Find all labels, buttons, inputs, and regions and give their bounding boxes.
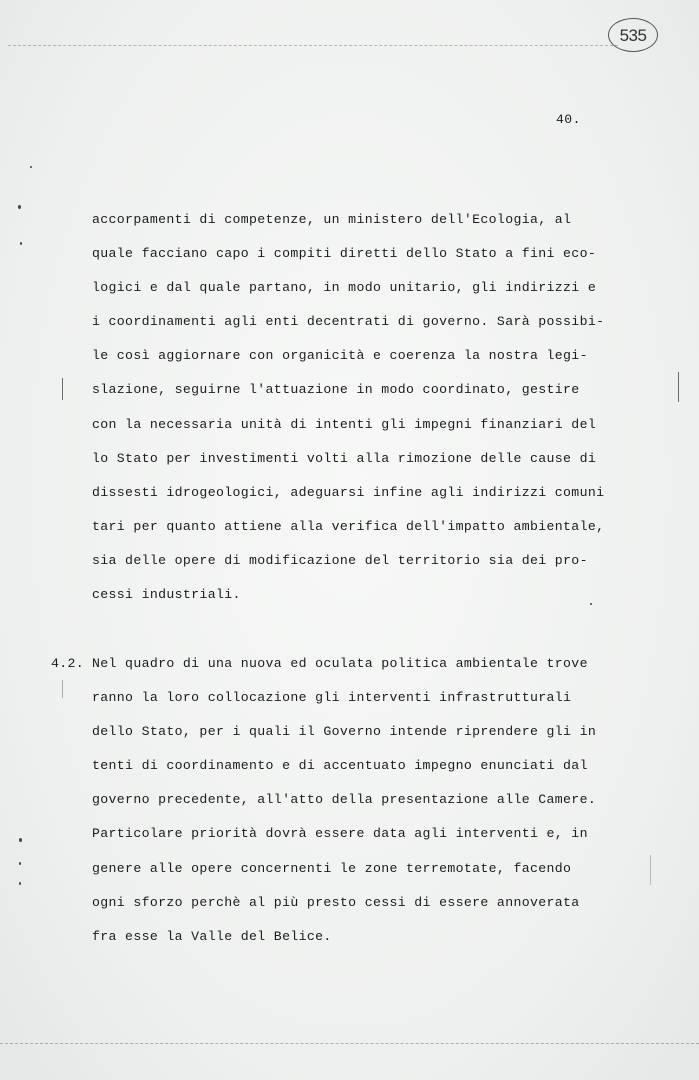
section-paragraph	[92, 654, 652, 961]
text-line: slazione, seguirne l'attuazione in modo coordinato, gestire	[92, 382, 580, 398]
scan-mark	[62, 378, 63, 400]
text-line: fra esse la Valle del Belice.	[92, 928, 332, 944]
text-line: dello Stato, per i quali il Governo intende riprendere gli in	[92, 724, 597, 740]
scan-speck	[590, 603, 592, 605]
text-line: accorpamenti di competenze, un ministero dell'Ecologia, al	[92, 212, 572, 227]
text-line: governo precedente, all'atto della presentazione alle Camere.	[92, 792, 597, 808]
bottom-rule	[0, 1043, 699, 1044]
text-line: Particolare priorità dovrà essere data agli interventi e, in	[92, 826, 588, 842]
text-line: ogni sforzo perchè al più presto cessi di essere annoverata	[92, 894, 580, 910]
scan-mark	[650, 855, 651, 885]
text-line: le così aggiornare con organicità e coerenza la nostra legi-	[92, 348, 588, 364]
scan-speck	[19, 882, 21, 885]
text-line: i coordinamenti agli enti decentrati di governo. Sarà possibi-	[92, 314, 605, 330]
text-line: lo Stato per investimenti volti alla rimozione delle cause di	[92, 450, 597, 466]
scan-speck	[20, 242, 22, 245]
text-line: con la necessaria unità di intenti gli impegni finanziari del	[92, 416, 597, 432]
text-line: dissesti idrogeologici, adeguarsi infine agli indirizzi comuni	[92, 484, 605, 500]
section-number: 4.2.	[51, 656, 85, 671]
scan-speck	[18, 205, 21, 209]
text-line: genere alle opere concernenti le zone terremotate, facendo	[92, 860, 572, 876]
text-line: Nel quadro di una nuova ed oculata politica ambientale trove	[92, 656, 588, 671]
scan-mark	[678, 372, 679, 402]
text-line: quale facciano capo i compiti diretti dello Stato a fini eco-	[92, 246, 597, 262]
scan-speck	[30, 166, 32, 168]
text-line: ranno la loro collocazione gli interventi infrastrutturali	[92, 690, 572, 706]
text-line: cessi industriali.	[92, 587, 241, 603]
top-rule	[8, 45, 618, 46]
text-line: logici e dal quale partano, in modo unitario, gli indirizzi e	[92, 280, 597, 296]
scan-speck	[19, 862, 21, 865]
page-number: 40.	[556, 112, 581, 127]
paragraph-1	[92, 210, 652, 619]
scan-speck	[19, 838, 22, 842]
text-line: tenti di coordinamento e di accentuato impegno enunciati dal	[92, 758, 588, 774]
archive-stamp: 535	[608, 18, 658, 52]
text-line: tari per quanto attiene alla verifica dell'impatto ambientale,	[92, 518, 605, 534]
text-line: sia delle opere di modificazione del territorio sia dei pro-	[92, 552, 588, 568]
scan-mark	[62, 680, 63, 698]
